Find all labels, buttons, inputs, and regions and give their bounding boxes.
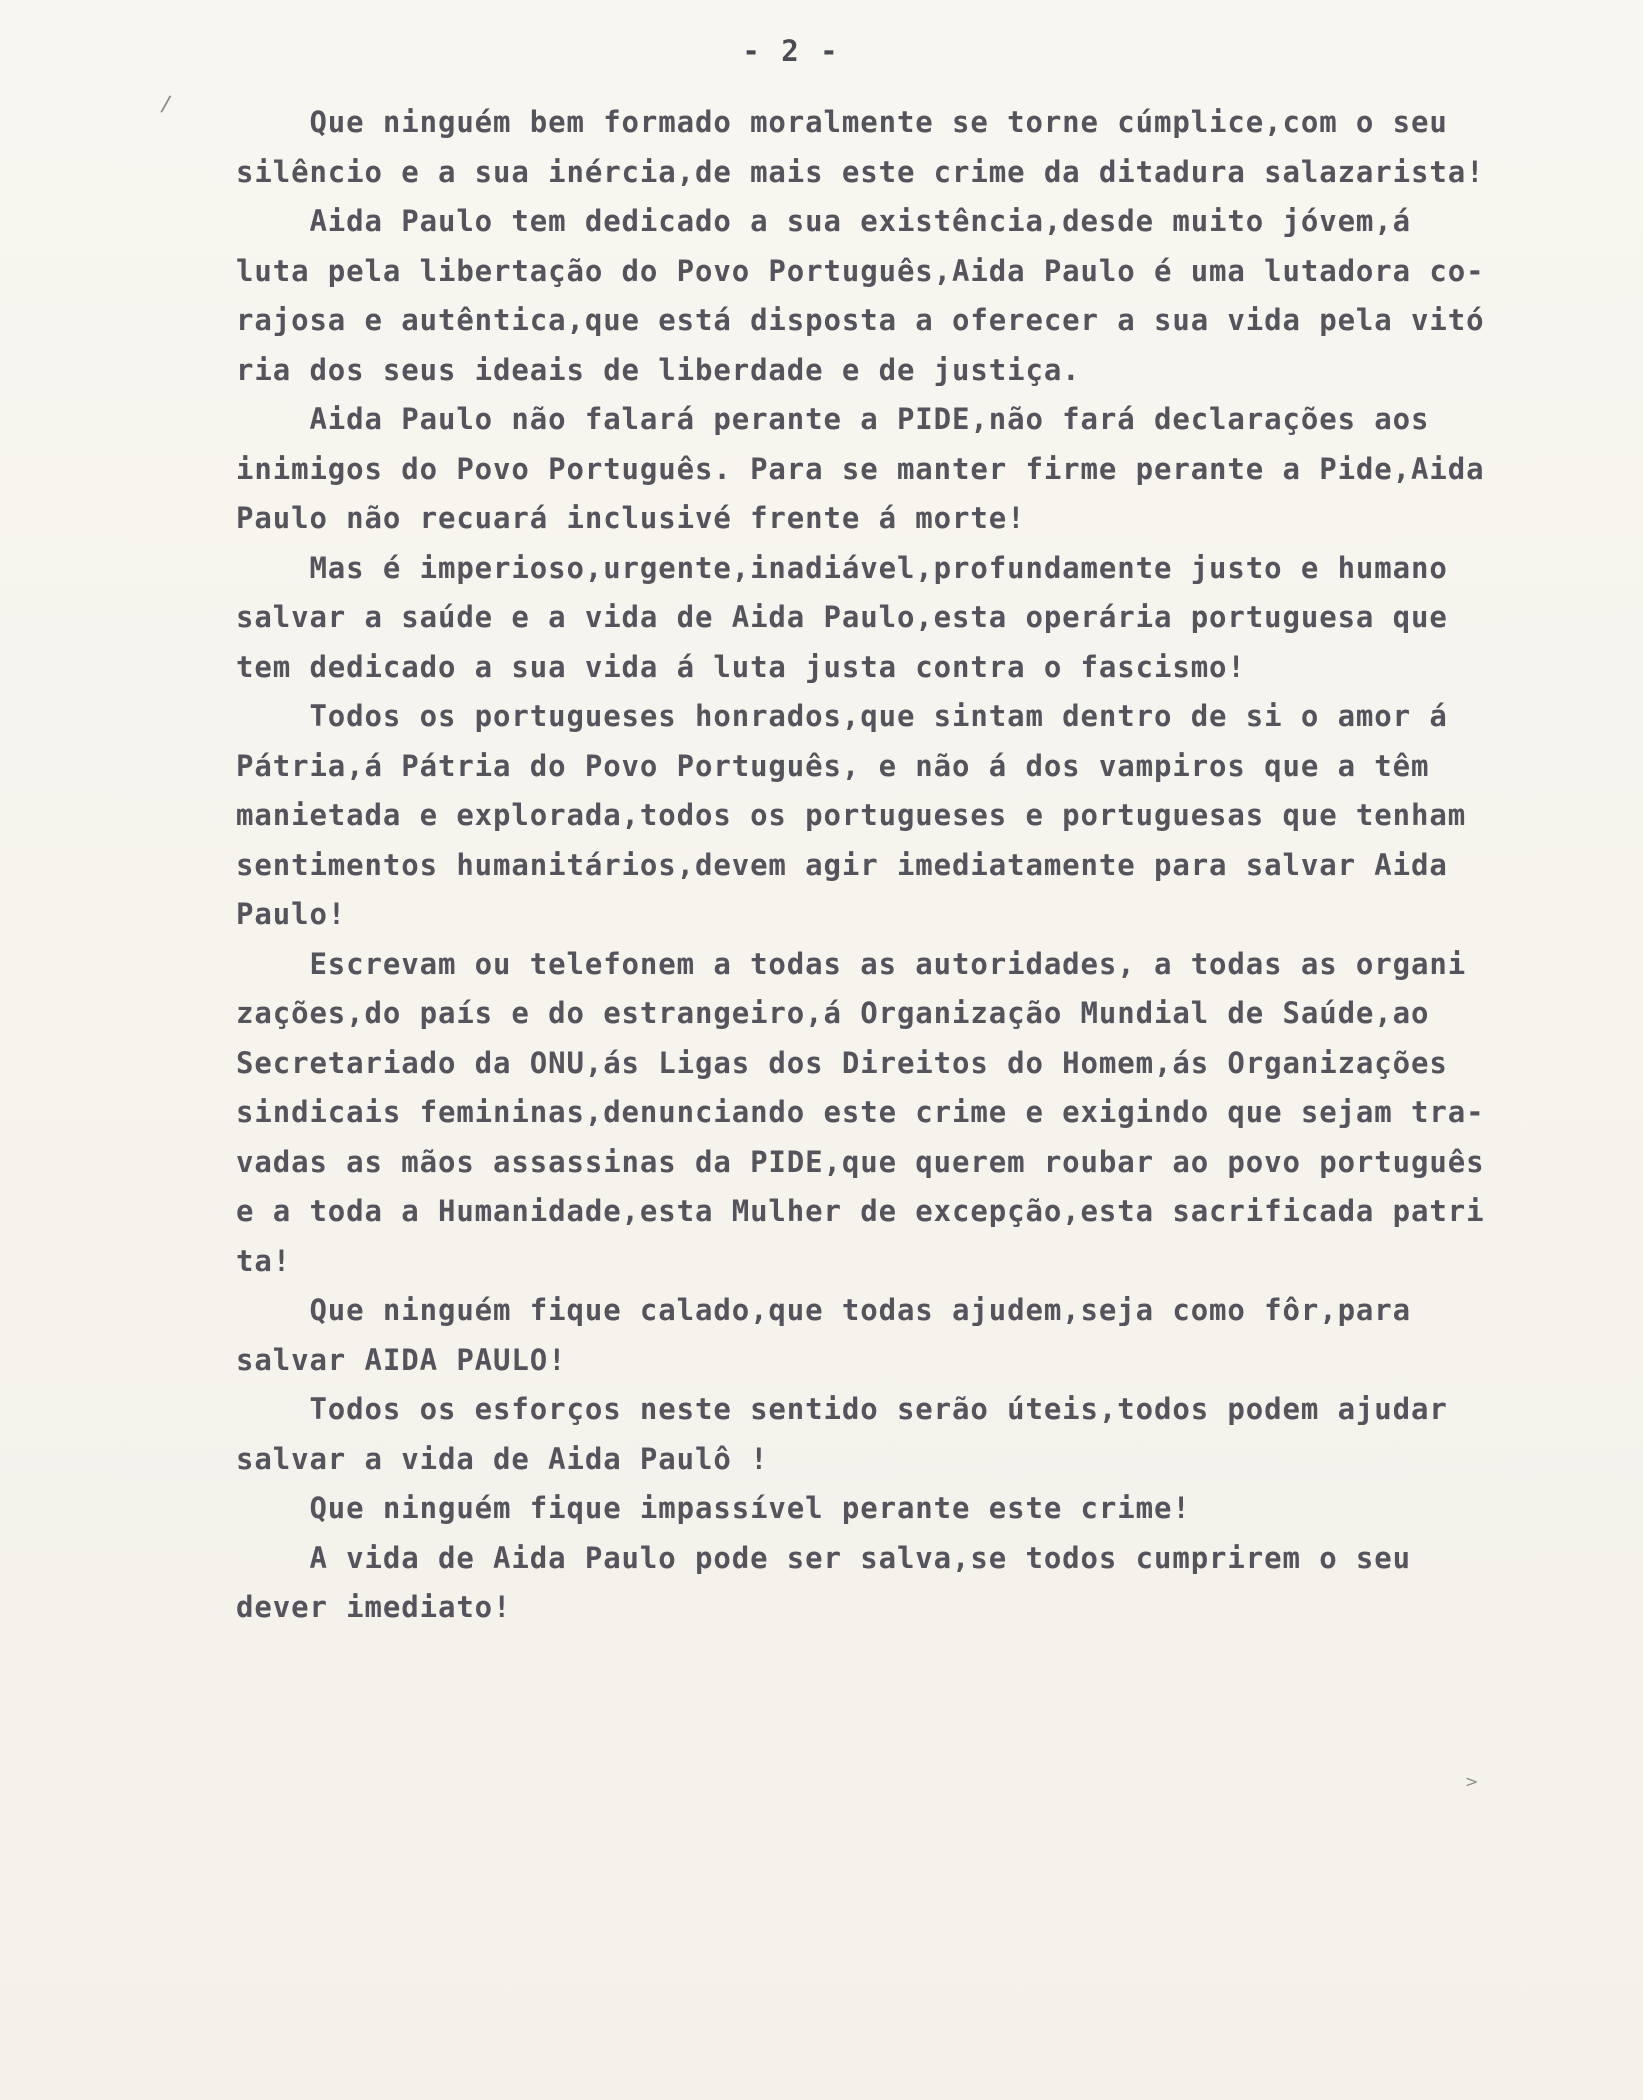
text-line: dever imediato! xyxy=(236,1590,512,1624)
text-line: e a toda a Humanidade,esta Mulher de excepção,esta sacrificada patri xyxy=(236,1194,1485,1228)
text-line: Paulo não recuará inclusivé frente á morte! xyxy=(236,501,1026,535)
text-line: Mas é imperioso,urgente,inadiável,profundamente justo e humano xyxy=(236,550,1448,585)
text-line: Que ninguém fique calado,que todas ajudem,seja como fôr,para xyxy=(236,1293,1412,1327)
text-line: Que ninguém bem formado moralmente se torne cúmplice,com o seu xyxy=(236,105,1448,139)
text-line: Que ninguém fique impassível perante este crime! xyxy=(236,1491,1191,1525)
text-line: ria dos seus ideais de liberdade e de justiça. xyxy=(236,352,1081,387)
text-line: Pátria,á Pátria do Povo Português, e não á dos vampiros que a têm xyxy=(236,748,1430,783)
text-line: Paulo! xyxy=(236,897,347,931)
text-line: Escrevam ou telefonem a todas as autoridades, a todas as organi xyxy=(236,946,1467,981)
text-line: sindicais femininas,denunciando este crime e exigindo que sejam tra- xyxy=(236,1095,1485,1129)
text-line: Aida Paulo tem dedicado a sua existência,desde muito jóvem,á xyxy=(236,204,1412,238)
text-line: luta pela libertação do Povo Português,Aida Paulo é uma lutadora co- xyxy=(236,253,1485,288)
text-line: tem dedicado a sua vida á luta justa contra o fascismo! xyxy=(236,649,1246,684)
text-line: inimigos do Povo Português. Para se manter firme perante a Pide,Aida xyxy=(236,451,1485,486)
text-line: manietada e explorada,todos os portugueses e portuguesas que tenham xyxy=(236,798,1467,832)
text-line: Todos os portugueses honrados,que sintam dentro de si o amor á xyxy=(236,699,1448,733)
text-line: salvar AIDA PAULO! xyxy=(236,1342,567,1377)
text-line: A vida de Aida Paulo pode ser salva,se todos cumprirem o seu xyxy=(236,1540,1412,1575)
text-line: zações,do país e do estrangeiro,á Organização Mundial de Saúde,ao xyxy=(236,996,1430,1030)
text-line: salvar a vida de Aida Paulô ! xyxy=(236,1441,769,1476)
text-line: rajosa e autêntica,que está disposta a oferecer a sua vida pela vitó xyxy=(236,303,1485,337)
text-line: vadas as mãos assassinas da PIDE,que querem roubar ao povo português xyxy=(236,1144,1485,1179)
text-line: silêncio e a sua inércia,de mais este crime da ditadura salazarista! xyxy=(236,154,1485,189)
text-line: Aida Paulo não falará perante a PIDE,não fará declarações aos xyxy=(236,402,1430,436)
page-number: - 2 - xyxy=(742,34,840,68)
typewritten-body xyxy=(236,98,1626,1633)
pencil-mark: / xyxy=(159,91,172,118)
text-line: sentimentos humanitários,devem agir imediatamente para salvar Aida xyxy=(236,847,1448,882)
text-line: Todos os esforços neste sentido serão úteis,todos podem ajudar xyxy=(236,1392,1448,1426)
paper-speck: > xyxy=(1465,1772,1479,1791)
text-line: ta! xyxy=(236,1243,292,1278)
text-line: Secretariado da ONU,ás Ligas dos Direitos do Homem,ás Organizações xyxy=(236,1045,1448,1080)
text-line: salvar a saúde e a vida de Aida Paulo,esta operária portuguesa que xyxy=(236,600,1448,634)
